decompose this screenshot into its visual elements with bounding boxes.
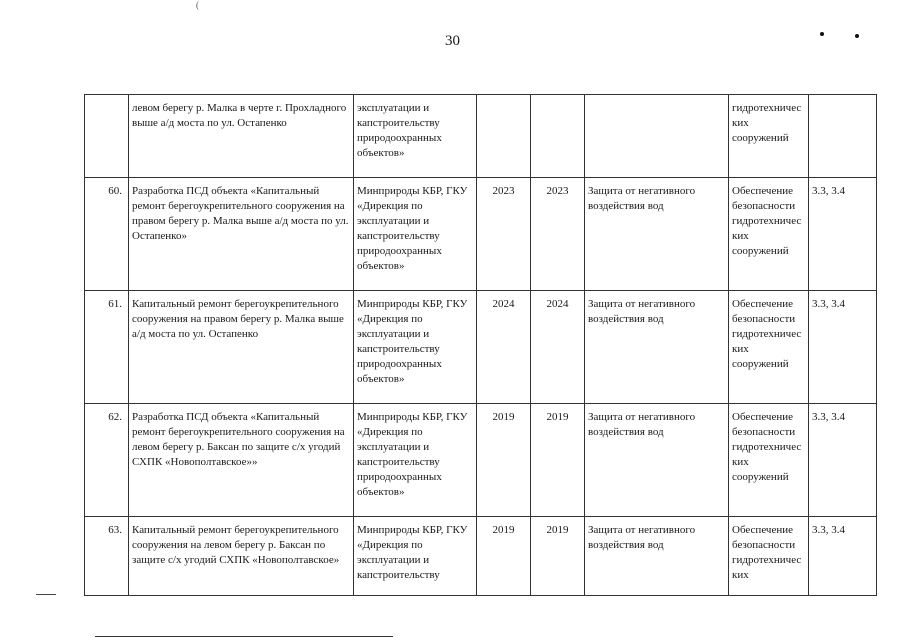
purpose: Обеспечение безопасности гидротехничес ких сооружений [729,404,809,517]
direction: Защита от негативного воздействия вод [585,178,729,291]
purpose: Обеспечение безопасности гидротехничес ких [729,517,809,596]
start-year: 2019 [477,404,531,517]
end-year: 2023 [531,178,585,291]
table-row [85,517,877,596]
measure-name: Капитальный ремонт берегоукрепительного сооружения на левом берегу р. Баксан по защите с/х угодий СХПК «Новополтавское» [129,517,354,596]
measure-name: Разработка ПСД объекта «Капитальный ремонт берегоукрепительного сооружения на правом берегу р. Малка выше а/д моста по ул. Остапенко» [129,178,354,291]
purpose: Обеспечение безопасности гидротехничес ких сооружений [729,291,809,404]
margin-mark [36,594,56,595]
purpose: гидротехничес ких сооружений [729,95,809,178]
table-row [85,95,877,178]
executor: Минприроды КБР, ГКУ «Дирекция по эксплуатации и капстроительству [354,517,477,596]
table-row [85,291,877,404]
end-year: 2019 [531,517,585,596]
indicators: 3.3, 3.4 [809,291,877,404]
row-number [85,95,129,178]
start-year: 2024 [477,291,531,404]
direction: Защита от негативного воздействия вод [585,404,729,517]
executor: эксплуатации и капстроительству природоохранных объектов» [354,95,477,178]
table-row [85,178,877,291]
executor: Минприроды КБР, ГКУ «Дирекция по эксплуатации и капстроительству природоохранных объектов» [354,404,477,517]
scan-artifact: ( [196,0,199,10]
row-number: 60. [85,178,129,291]
footnote-rule [95,636,393,637]
indicators: 3.3, 3.4 [809,517,877,596]
measures-table [84,94,877,596]
end-year: 2019 [531,404,585,517]
indicators: 3.3, 3.4 [809,404,877,517]
start-year: 2019 [477,517,531,596]
measure-name: Разработка ПСД объекта «Капитальный ремонт берегоукрепительного сооружения на левом берегу р. Баксан по защите с/х угодий СХПК «Новополтавское»» [129,404,354,517]
measure-name: левом берегу р. Малка в черте г. Прохладного выше а/д моста по ул. Остапенко [129,95,354,178]
scan-dot [855,34,859,38]
measure-name: Капитальный ремонт берегоукрепительного сооружения на правом берегу р. Малка выше а/д моста по ул. Остапенко [129,291,354,404]
purpose: Обеспечение безопасности гидротехничес ких сооружений [729,178,809,291]
row-number: 63. [85,517,129,596]
row-number: 61. [85,291,129,404]
page-number: 30 [445,33,460,49]
executor: Минприроды КБР, ГКУ «Дирекция по эксплуатации и капстроительству природоохранных объектов» [354,291,477,404]
indicators [809,95,877,178]
executor: Минприроды КБР, ГКУ «Дирекция по эксплуатации и капстроительству природоохранных объектов» [354,178,477,291]
table-row [85,404,877,517]
scan-dot [820,32,824,36]
start-year [477,95,531,178]
direction: Защита от негативного воздействия вод [585,517,729,596]
end-year [531,95,585,178]
start-year: 2023 [477,178,531,291]
indicators: 3.3, 3.4 [809,178,877,291]
row-number: 62. [85,404,129,517]
direction [585,95,729,178]
end-year: 2024 [531,291,585,404]
direction: Защита от негативного воздействия вод [585,291,729,404]
